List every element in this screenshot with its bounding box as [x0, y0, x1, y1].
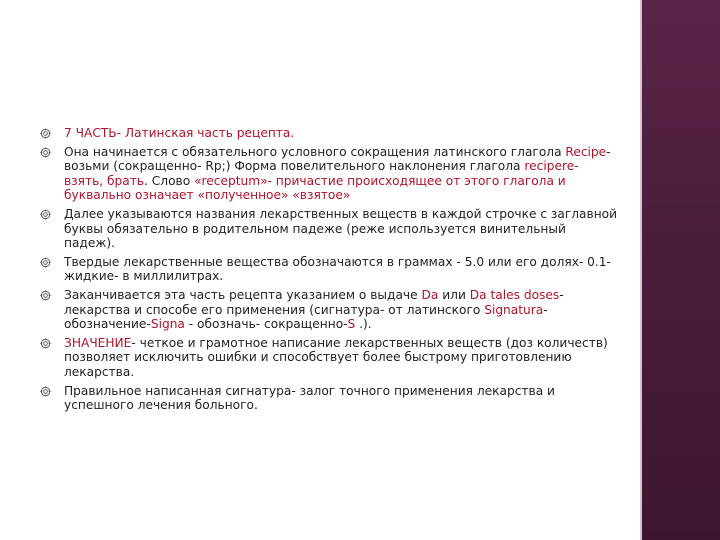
- accent-text: Signa: [150, 317, 185, 332]
- accent-text: Da tales doses: [469, 287, 560, 302]
- bullet-item: [40, 207, 620, 251]
- accent-text: S: [347, 317, 356, 332]
- accent-text: Recipe: [565, 144, 607, 159]
- bullet-item: [40, 255, 620, 284]
- bullet-item: [40, 126, 620, 141]
- bullet-item: [40, 145, 620, 203]
- ornament-bullet-icon: [40, 209, 51, 220]
- ornament-bullet-icon: [40, 386, 51, 397]
- bullet-item: [40, 336, 620, 380]
- bullet-list: [40, 126, 620, 413]
- body-text: - обозначь- сокращенно-: [184, 317, 348, 332]
- side-panel: [642, 0, 720, 540]
- body-text: - четкое и грамотное написание лекарственных веществ (доз количеств) позволяет исключить ошибки и способствует более быстрому приготовлению лекарства.: [64, 335, 608, 379]
- body-text: - лекарства и способе его применения (сигнатура- от латинского: [64, 287, 564, 317]
- accent-text: «receptum»- причастие происходящее от этого глагола и буквально означает «полученное» «взятое»: [64, 173, 566, 203]
- body-text: Она начинается с обязательного условного сокращения латинского глагола: [64, 144, 566, 159]
- accent-text: Signatura: [484, 302, 544, 317]
- bullet-item: [40, 288, 620, 332]
- accent-text: ЗНАЧЕНИЕ: [64, 335, 132, 350]
- body-text: -возьми (сокращенно- Rp;) Форма повелительного наклонения глагола: [64, 144, 611, 174]
- body-text: Твердые лекарственные вещества обозначаются в граммах - 5.0 или его долях- 0.1- жидкие- в миллилитрах.: [64, 254, 611, 284]
- ornament-bullet-icon: [40, 128, 51, 139]
- body-text: Правильное написанная сигнатура- залог точного применения лекарства и успешного лечения больного.: [64, 383, 555, 413]
- body-text: - обозначение-: [64, 302, 548, 332]
- accent-text: Da: [421, 287, 439, 302]
- body-text: .).: [355, 317, 372, 332]
- ornament-bullet-icon: [40, 290, 51, 301]
- body-text: Заканчивается эта часть рецепта указанием о выдаче: [64, 287, 422, 302]
- slide-content: [40, 126, 620, 417]
- ornament-bullet-icon: [40, 147, 51, 158]
- accent-text: recipere- взять, брать: [64, 159, 579, 188]
- ornament-bullet-icon: [40, 257, 51, 268]
- bullet-item: [40, 384, 620, 413]
- body-text: Далее указываются названия лекарственных веществ в каждой строчке с заглавной буквы обязательно в родительном падеже (реже используется винительный падеж).: [64, 206, 618, 251]
- accent-text: 7 ЧАСТЬ- Латинская часть рецепта.: [64, 126, 295, 140]
- body-text: или: [438, 287, 470, 302]
- ornament-bullet-icon: [40, 338, 51, 349]
- body-text: . Слово: [144, 173, 195, 188]
